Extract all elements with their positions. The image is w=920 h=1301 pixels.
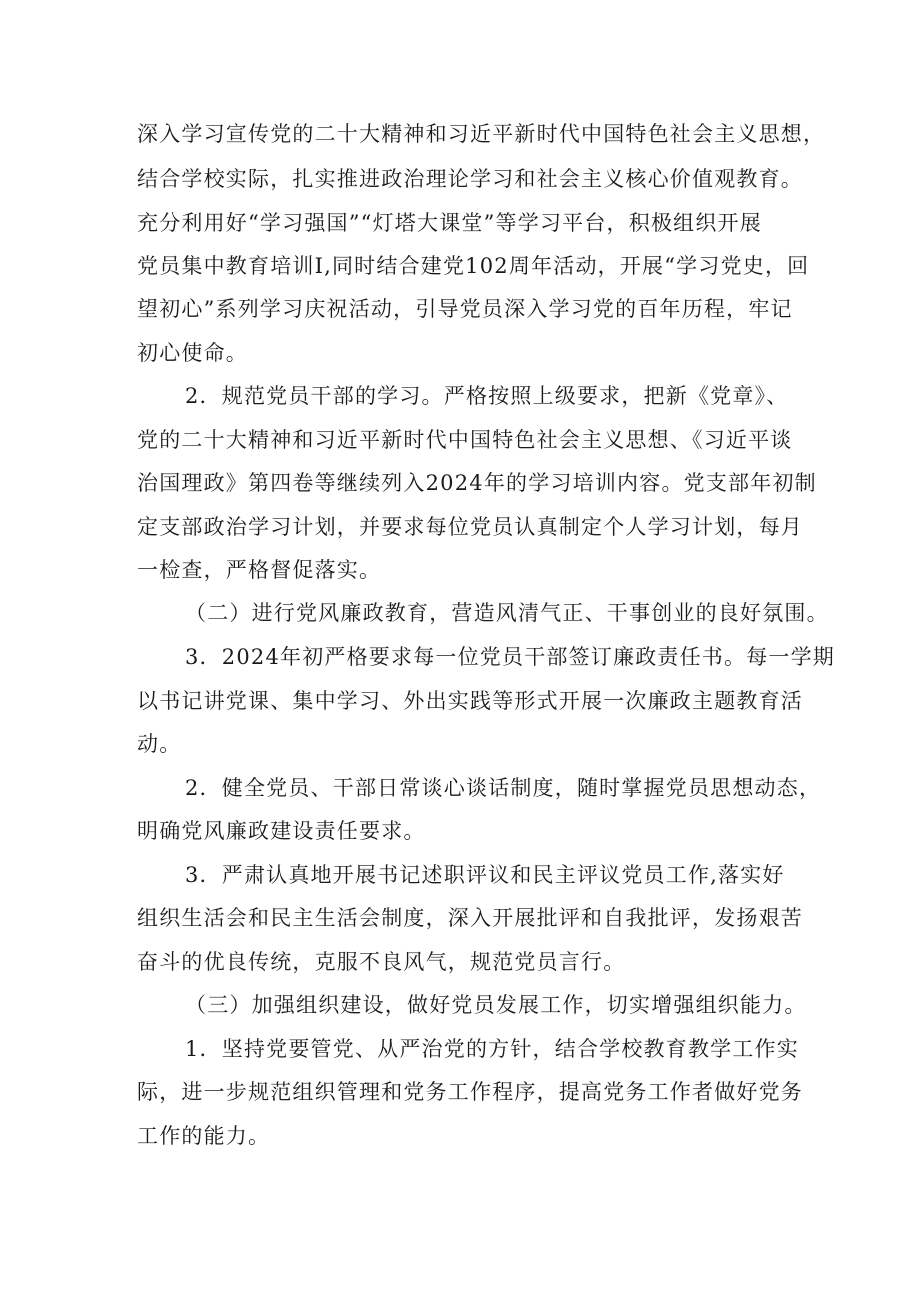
paragraph-start-line: 3．严肃认真地开展书记述职评议和民主评议党员工作,落实好 [185, 863, 785, 887]
paragraph-start-line: 3．2024年初严格要求每一位党员干部签订廉政责任书。每一学期 [185, 645, 836, 669]
text-line: 望初心”系列学习庆祝活动，引导党员深入学习党的百年历程，牢记 [137, 297, 793, 321]
text-line: 际，进一步规范组织管理和党务工作程序，提高党务工作者做好党务 [137, 1080, 803, 1104]
text-line: 深入学习宣传党的二十大精神和习近平新时代中国特色社会主义思想， [137, 122, 826, 146]
text-line: 结合学校实际，扎实推进政治理论学习和社会主义核心价值观教育。 [137, 167, 803, 191]
text-line: 充分利用好“学习强国”“灯塔大课堂”等学习平台，积极组织开展 [137, 211, 762, 235]
text-line: 党员集中教育培训I,同时结合建党102周年活动，开展“学习党史，回 [137, 254, 810, 278]
text-line: 以书记讲党课、集中学习、外出实践等形式开展一次廉政主题教育活 [137, 689, 803, 713]
text-line: 定支部政治学习计划，并要求每位党员认真制定个人学习计划，每月 [137, 515, 803, 539]
paragraph-start-line: 2．健全党员、干部日常谈心谈话制度，随时掌握党员思想动态， [185, 776, 822, 800]
text-line: 党的二十大精神和习近平新时代中国特色社会主义思想、《习近平谈 [137, 428, 793, 452]
text-line: 治国理政》第四卷等继续列入2024年的学习培训内容。党支部年初制 [137, 471, 817, 495]
text-line: 初心使命。 [137, 341, 248, 365]
text-line: 工作的能力。 [137, 1124, 271, 1148]
section-heading: （三）加强组织建设，做好党员发展工作，切实增强组织能力。 [185, 993, 807, 1017]
paragraph-start-line: 1．坚持党要管党、从严治党的方针，结合学校教育教学工作实 [185, 1037, 799, 1061]
text-line: 明确党风廉政建设责任要求。 [137, 819, 426, 843]
section-heading: （二）进行党风廉政教育，营造风清气正、干事创业的良好氛围。 [185, 601, 829, 625]
text-line: 奋斗的优良传统，克服不良风气，规范党员言行。 [137, 950, 626, 974]
text-line: 一检查，严格督促落实。 [137, 558, 382, 582]
text-line: 组织生活会和民主生活会制度，深入开展批评和自我批评，发扬艰苦 [137, 906, 803, 930]
text-line: 动。 [137, 732, 182, 756]
paragraph-start-line: 2．规范党员干部的学习。严格按照上级要求，把新《党章》、 [185, 384, 789, 408]
